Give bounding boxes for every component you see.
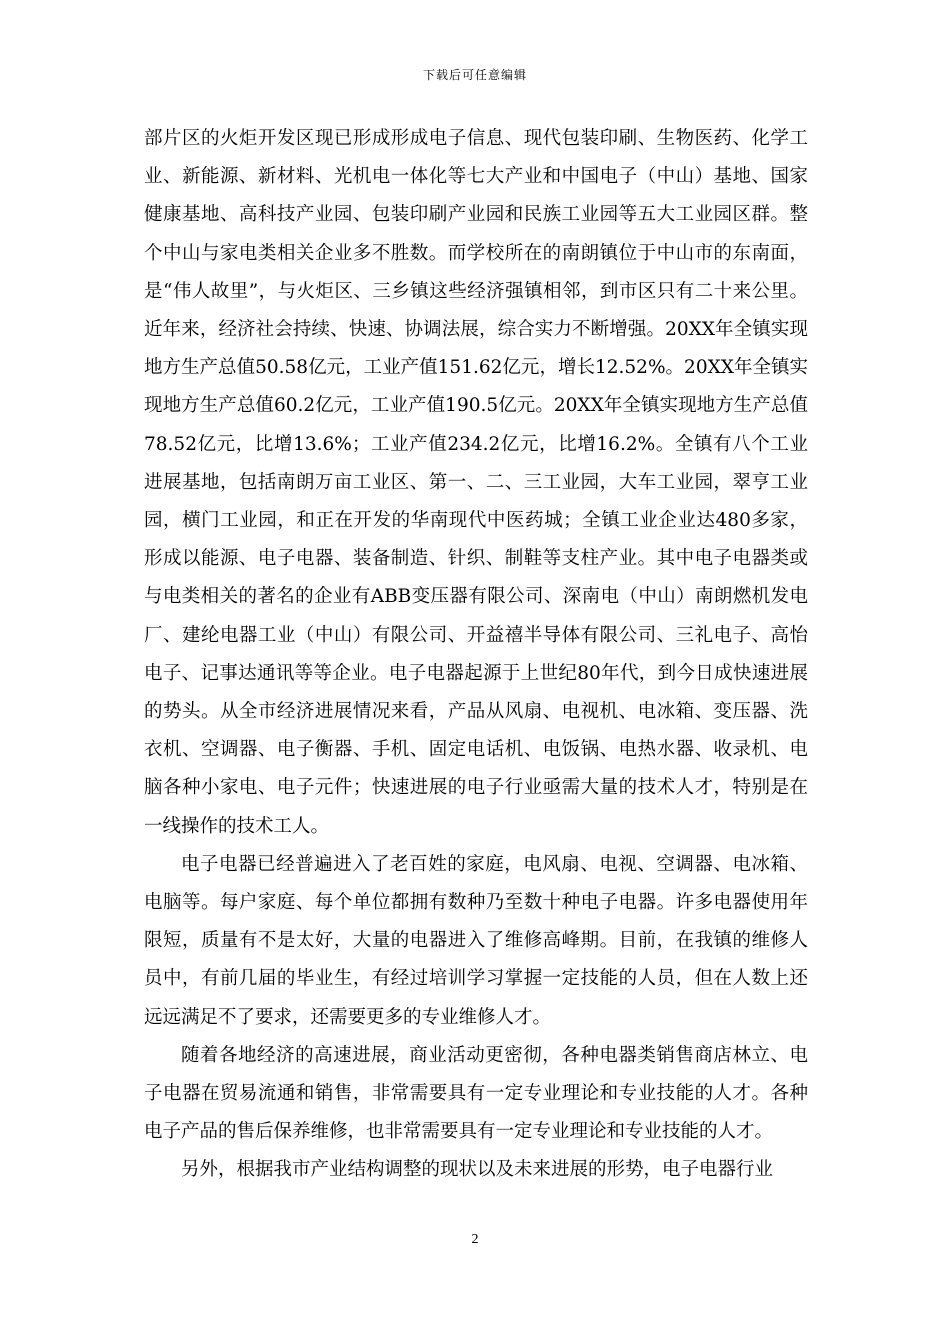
- paragraph-4: 另外，根据我市产业结构调整的现状以及未来进展的形势，电子电器行业: [181, 1159, 774, 1181]
- page-header: 下载后可任意编辑: [422, 68, 527, 82]
- page-number: 2: [471, 1232, 479, 1247]
- paragraph-2: 电子电器已经普遍进入了老百姓的家庭，电风扇、电视、空调器、电冰箱、电脑等。每户家庭、每个单位都拥有数种乃至数十种电子电器。许多电器使用年限短，质量有不是太好，大量的电器进入了维修高峰期。目前，在我镇的维修人员中，有前几届的毕业生，有经过培训学习掌握一定技能的人员，但在人数上还远远满足不了要求，还需要更多的专业维修人才。: [144, 853, 808, 1028]
- paragraph-1: 部片区的火炬开发区现已形成形成电子信息、现代包装印刷、生物医药、化学工业、新能源、新材料、光机电一体化等七大产业和中国电子（中山）基地、国家健康基地、高科技产业园、包装印刷产业园和民族工业园等五大工业园区群。整个中山与家电类相关企业多不胜数。而学校所在的南朗镇位于中山市的东南面，是“伟人故里”，与火炬区、三乡镇这些经济强镇相邻，到市区只有二十来公里。近年来，经济社会持续、快速、协调法展，综合实力不断增强。20XX年全镇实现地方生产总值50.58亿元，工业产值151.62亿元，增长12.52%。20XX年全镇实现地方生产总值60.2亿元，工业产值190.5亿元。20XX年全镇实现地方生产总值78.52亿元，比增13.6%；工业产值234.2亿元，比增16.2%。全镇有八个工业进展基地，包括南朗万亩工业区、第一、二、三工业园，大车工业园，翠亨工业园，横门工业园，和正在开发的华南现代中医药城；全镇工业企业达480多家，形成以能源、电子电器、装备制造、针织、制鞋等支柱产业。其中电子电器类或与电类相关的著名的企业有ABB变压器有限公司、深南电（中山）南朗燃机发电厂、建纶电器工业（中山）有限公司、开益禧半导体有限公司、三礼电子、高怡电子、记事达通讯等等企业。电子电器起源于上世纪80年代，到今日成快速进展的势头。从全市经济进展情况来看，产品从风扇、电视机、电冰箱、变压器、洗衣机、空调器、电子衡器、手机、固定电话机、电饭锅、电热水器、收录机、电脑各种小家电、电子元件；快速进展的电子行业亟需大量的技术人才，特别是在一线操作的技术工人。: [144, 128, 808, 837]
- paragraph-3: 随着各地经济的高速进展，商业活动更密彻，各种电器类销售商店林立、电子电器在贸易流通和销售，非常需要具有一定专业理论和专业技能的人才。各种电子产品的售后保养维修，也非常需要具有一定专业理论和专业技能的人才。: [144, 1044, 808, 1143]
- document-body: [144, 120, 808, 1190]
